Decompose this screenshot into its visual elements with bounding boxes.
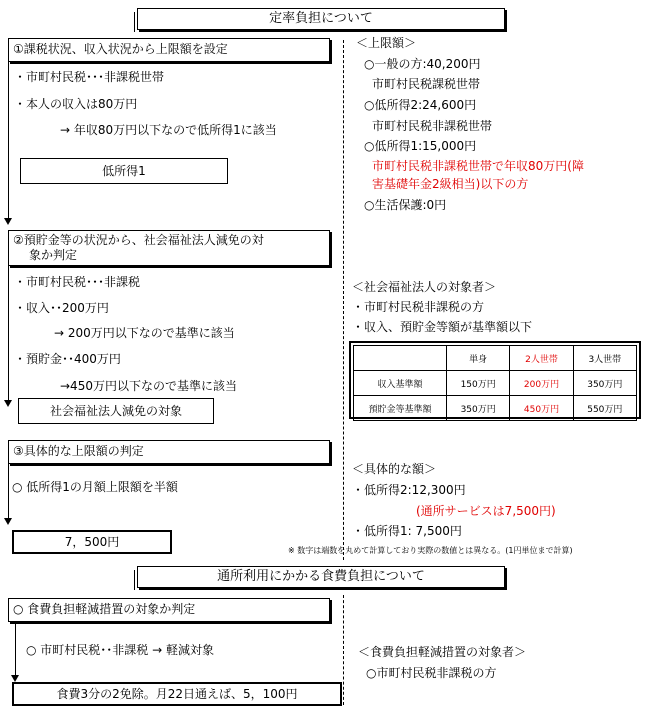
limit-line-2: 市町村民税課税世帯 <box>372 77 481 91</box>
step-4-title: ○ 食費負担軽減措置の対象か判定 <box>13 602 196 616</box>
flow-arrow-3 <box>4 518 12 525</box>
step-1-line-2: ・本人の収入は80万円 <box>14 97 138 111</box>
step-4-header <box>8 598 330 622</box>
table-cell: 350万円 <box>447 396 510 421</box>
reference-table <box>353 345 637 421</box>
limit-line-6: ○生活保護:0円 <box>364 198 447 212</box>
table-cell: 3人世帯 <box>573 346 636 371</box>
table-cell <box>354 346 447 371</box>
corp-line-2: ・収入、預貯金等額が基準額以下 <box>352 320 533 334</box>
food-header: ＜食費負担軽減措置の対象者＞ <box>358 645 527 659</box>
flow-arrow <box>4 218 12 225</box>
step-2-header <box>8 230 330 266</box>
table-row <box>354 396 637 421</box>
table-cell: 収入基準額 <box>354 371 447 396</box>
flow-line <box>8 60 9 218</box>
limit-header: ＜上限額＞ <box>356 36 417 50</box>
step-4-result <box>12 682 342 706</box>
corp-header: ＜社会福祉法人の対象者＞ <box>352 280 497 294</box>
step-1-result-text: 低所得1 <box>102 164 146 178</box>
step-1-title: ①課税状況、収入状況から上限額を設定 <box>13 42 228 56</box>
table-row <box>354 371 637 396</box>
step-2-line-3: → 200万円以下なので基準に該当 <box>54 326 235 340</box>
amount-header: ＜具体的な額＞ <box>352 462 437 476</box>
step-1-line-3: → 年収80万円以下なので低所得1に該当 <box>60 123 277 137</box>
column-divider-lower <box>343 595 344 705</box>
step-3-title: ③具体的な上限額の判定 <box>13 444 144 458</box>
step-2-result <box>18 398 214 424</box>
corp-line-1: ・市町村民税非課税の方 <box>352 300 485 314</box>
table-cell: 550万円 <box>573 396 636 421</box>
table-cell: 200万円 <box>510 371 573 396</box>
flow-line-4 <box>15 615 16 675</box>
limit-red-2: 害基礎年金2級相当)以下の方 <box>372 177 529 191</box>
flow-line-3 <box>8 462 9 518</box>
amount-line-2: ・低所得1: 7,500円 <box>352 524 462 538</box>
table-cell: 450万円 <box>510 396 573 421</box>
page-title: 定率負担について <box>269 11 373 26</box>
amount-line-1: ・低所得2:12,300円 <box>352 483 466 497</box>
table-cell: 350万円 <box>573 371 636 396</box>
step-2-result-text: 社会福祉法人減免の対象 <box>49 404 182 418</box>
table-cell: 預貯金等基準額 <box>354 396 447 421</box>
amount-red: (通所サービスは7,500円) <box>416 504 556 518</box>
footnote: ※ 数字は端数を丸めて計算しており実際の数値とは異なる。(1円単位まで計算) <box>288 546 573 555</box>
step-3-result-text: 7，500円 <box>64 535 120 549</box>
step-4-result-text: 食費3分の2免除。月22日通えば、5，100円 <box>56 687 298 701</box>
step-2-line-4: ・預貯金･･400万円 <box>14 352 121 366</box>
step-2-line-5: →450万円以下なので基準に該当 <box>60 379 237 393</box>
table-cell: 単身 <box>447 346 510 371</box>
title-section-1 <box>137 8 505 30</box>
flow-line-2 <box>8 262 9 400</box>
flow-arrow-4 <box>11 675 19 682</box>
limit-line-5: ○低所得1:15,000円 <box>364 139 477 153</box>
table-header-row <box>354 346 637 371</box>
step-1-result <box>20 158 228 184</box>
step-2-line-2: ・収入･･200万円 <box>14 301 109 315</box>
limit-line-1: ○一般の方:40,200円 <box>364 57 481 71</box>
step-1-header <box>8 38 330 62</box>
food-line: ○市町村民税非課税の方 <box>366 666 497 680</box>
limit-line-3: ○低所得2:24,600円 <box>364 98 477 112</box>
step-3-result <box>12 530 172 554</box>
step-1-line-1: ・市町村民税･･･非課税世帯 <box>14 70 165 84</box>
step-3-header <box>8 440 330 464</box>
table-cell: 2人世帯 <box>510 346 573 371</box>
flow-arrow-2 <box>4 400 12 407</box>
page-title-2: 通所利用にかかる食費負担について <box>217 569 425 584</box>
limit-red-1: 市町村民税非課税世帯で年収80万円(障 <box>372 159 584 173</box>
step-2-title-2: 象か判定 <box>29 248 78 262</box>
step-4-line: ○ 市町村民税･･非課税 → 軽減対象 <box>26 643 214 657</box>
step-2-line-1: ・市町村民税･･･非課税 <box>14 275 141 289</box>
step-2-title-1: ②預貯金等の状況から、社会福祉法人減免の対 <box>13 233 264 247</box>
limit-line-4: 市町村民税非課税世帯 <box>372 119 493 133</box>
title-section-2 <box>137 566 505 588</box>
column-divider <box>343 40 344 560</box>
step-3-line: ○ 低所得1の月額上限額を半額 <box>12 480 178 494</box>
table-cell: 150万円 <box>447 371 510 396</box>
